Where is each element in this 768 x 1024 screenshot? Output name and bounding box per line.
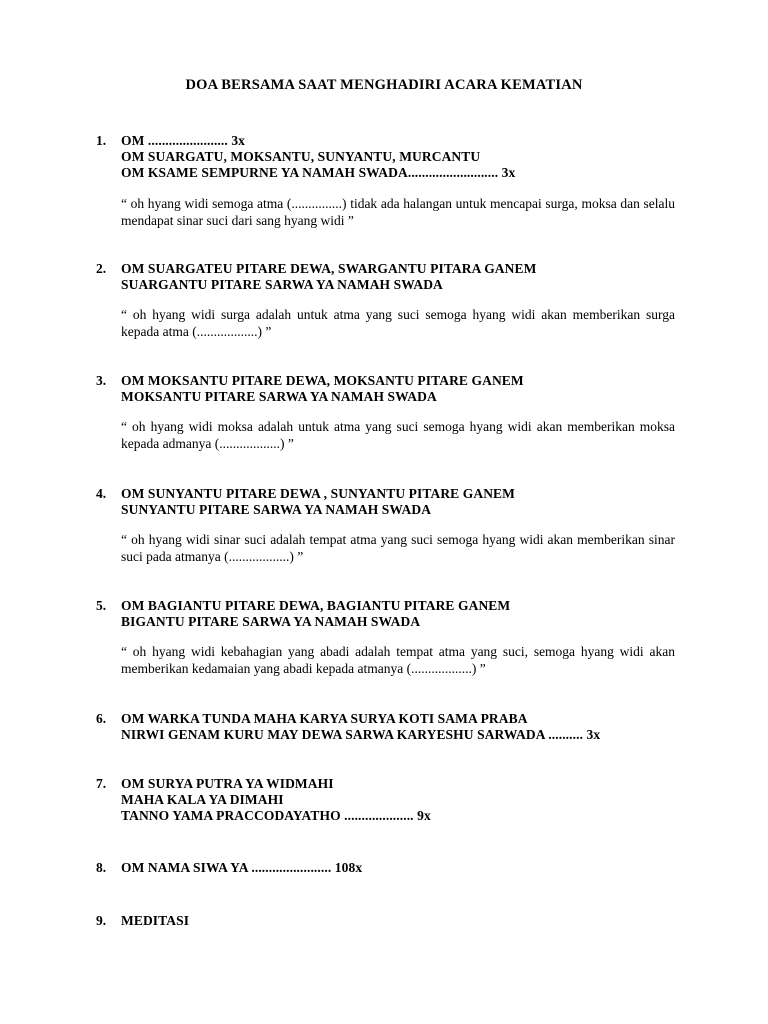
prayer-item-4 [96,486,676,565]
item-number: 1. [96,133,107,148]
mantra-line: BIGANTU PITARE SARWA YA NAMAH SWADA [121,614,421,629]
mantra-line: OM WARKA TUNDA MAHA KARYA SURYA KOTI SAMA PRABA [121,711,528,726]
prayer-meaning: “ oh hyang widi sinar suci adalah tempat atma yang suci semoga hyang widi akan memberikan sinar suci pada atmanya (..................) ” [121,532,675,564]
mantra-line: MEDITASI [121,913,190,928]
mantra-line: OM NAMA SIWA YA ....................... 108x [121,860,363,875]
mantra-line: OM SUARGATEU PITARE DEWA, SWARGANTU PITARA GANEM [121,261,537,276]
mantra-line: SUNYANTU PITARE SARWA YA NAMAH SWADA [121,502,432,517]
item-number: 5. [96,598,107,613]
mantra-line: OM SUARGATU, MOKSANTU, SUNYANTU, MURCANTU [121,149,481,164]
prayer-meaning: “ oh hyang widi kebahagian yang abadi adalah tempat atma yang suci, semoga hyang widi akan memberikan kedamaian yang abadi kepada atmanya (..................) ” [121,644,675,676]
mantra-line: MAHA KALA YA DIMAHI [121,792,284,807]
mantra-line: MOKSANTU PITARE SARWA YA NAMAH SWADA [121,389,437,404]
item-number: 4. [96,486,107,501]
prayer-item-2 [96,261,676,340]
prayer-item-3 [96,373,676,452]
prayer-item-5 [96,598,676,677]
item-number: 7. [96,776,107,791]
document-title: DOA BERSAMA SAAT MENGHADIRI ACARA KEMATIAN [185,77,583,93]
prayer-meaning: “ oh hyang widi moksa adalah untuk atma yang suci semoga hyang widi akan memberikan moksa kepada admanya (..................) ” [121,419,675,451]
item-number: 8. [96,860,107,875]
prayer-meaning: “ oh hyang widi surga adalah untuk atma yang suci semoga hyang widi akan memberikan surga kepada atma (..................) ” [121,307,675,339]
mantra-line: OM MOKSANTU PITARE DEWA, MOKSANTU PITARE GANEM [121,373,524,388]
prayer-item-8 [96,860,676,876]
item-number: 2. [96,261,107,276]
prayer-meaning: “ oh hyang widi semoga atma (...............) tidak ada halangan untuk mencapai surga, moksa dan selalu mendapat sinar suci dari sang hyang widi ” [121,196,675,228]
mantra-line: NIRWI GENAM KURU MAY DEWA SARWA KARYESHU SARWADA .......... 3x [121,727,601,742]
mantra-line: OM SURYA PUTRA YA WIDMAHI [121,776,334,791]
mantra-line: OM BAGIANTU PITARE DEWA, BAGIANTU PITARE GANEM [121,598,511,613]
prayer-item-6 [96,711,676,743]
mantra-line: OM KSAME SEMPURNE YA NAMAH SWADA.......................... 3x [121,165,516,180]
mantra-line: SUARGANTU PITARE SARWA YA NAMAH SWADA [121,277,443,292]
mantra-line: TANNO YAMA PRACCODAYATHO .................... 9x [121,808,431,823]
item-number: 3. [96,373,107,388]
mantra-line: OM ....................... 3x [121,133,246,148]
prayer-item-7 [96,776,676,824]
prayer-item-9 [96,913,676,929]
mantra-line: OM SUNYANTU PITARE DEWA , SUNYANTU PITARE GANEM [121,486,515,501]
item-number: 9. [96,913,107,928]
item-number: 6. [96,711,107,726]
prayer-item-1 [96,133,676,229]
